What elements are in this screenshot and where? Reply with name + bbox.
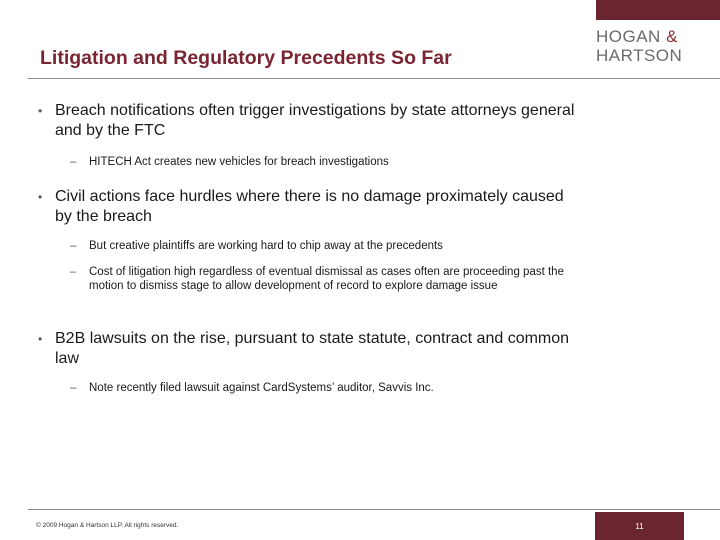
logo-line2: HARTSON: [596, 46, 683, 65]
title-divider: [28, 78, 720, 79]
copyright-notice: © 2009 Hogan & Hartson LLP. All rights reserved.: [36, 522, 179, 529]
brand-bar: [596, 0, 720, 20]
sub-bullet-text: Cost of litigation high regardless of eventual dismissal as cases often are proceeding past the motion to dismiss stage to allow development of record to explore damage issue: [89, 266, 564, 292]
sub-bullet-text: Note recently filed lawsuit against CardSystems’ auditor, Savvis Inc.: [89, 382, 434, 394]
bullet-text: Civil actions face hurdles where there is no damage proximately caused by the breach: [55, 188, 564, 225]
dash-marker: –: [70, 156, 77, 168]
page-number: 11: [635, 522, 644, 531]
sub-bullet-text: But creative plaintiffs are working hard to chip away at the precedents: [89, 240, 443, 252]
page-number-box: [595, 512, 684, 540]
bullet-marker: •: [38, 104, 43, 118]
logo-line1: HOGAN: [596, 27, 661, 46]
bullet-text: B2B lawsuits on the rise, pursuant to state statute, contract and common law: [55, 330, 570, 367]
dash-marker: –: [70, 382, 77, 394]
bullet-marker: •: [38, 190, 43, 204]
dash-marker: –: [70, 240, 77, 252]
sub-bullet-text: HITECH Act creates new vehicles for breach investigations: [89, 156, 389, 168]
bullet-marker: •: [38, 332, 43, 346]
logo-ampersand: &: [666, 27, 678, 46]
hogan-hartson-logo: [596, 27, 720, 65]
dash-marker: –: [70, 266, 77, 278]
slide-title: Litigation and Regulatory Precedents So Far: [40, 47, 452, 69]
footer-divider: [28, 509, 720, 510]
bullet-text: Breach notifications often trigger investigations by state attorneys general and by the FTC: [55, 102, 575, 139]
